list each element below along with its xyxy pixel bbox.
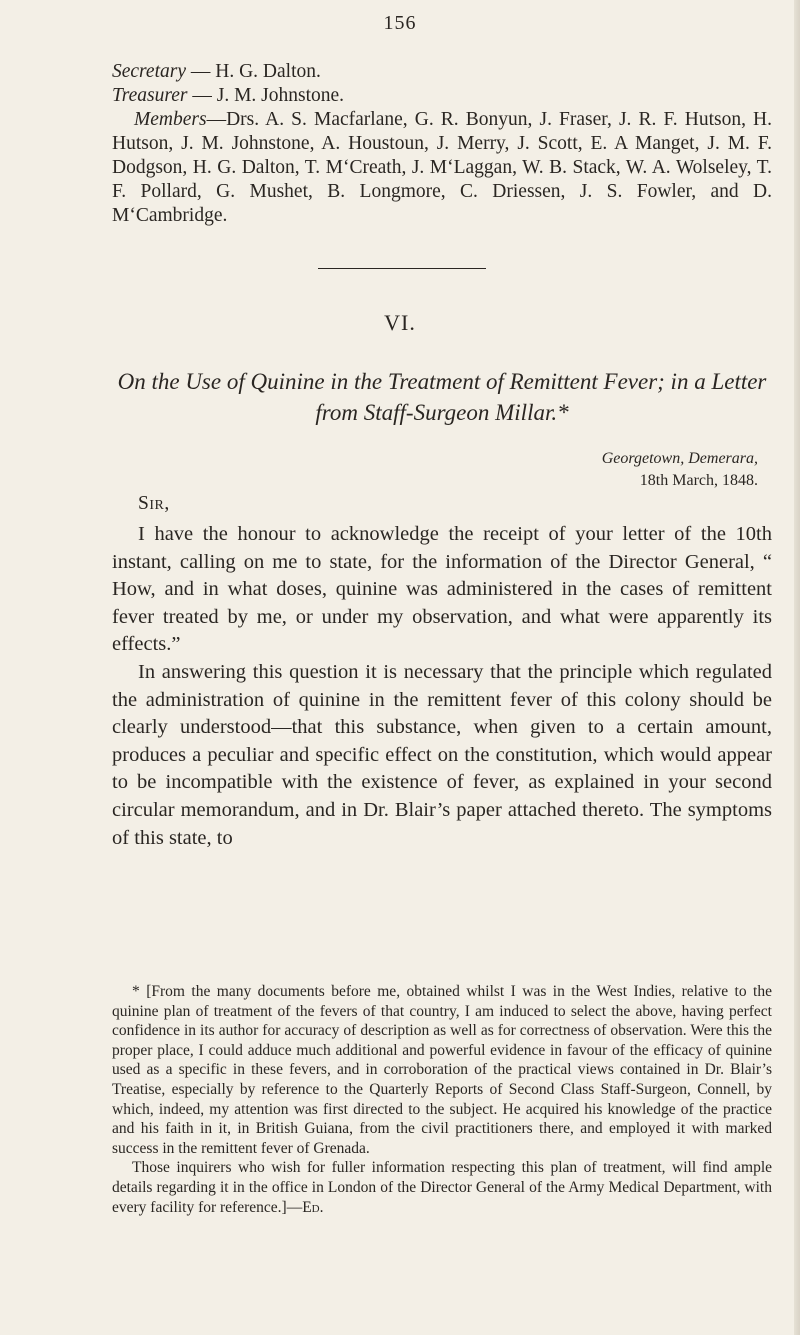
members-label: Members [134, 109, 207, 130]
secretary-name: — H. G. Dalton. [186, 61, 321, 82]
page-number: 156 [383, 12, 417, 34]
article-title: On the Use of Quinine in the Treatment of Remittent Fever; in a Letter from Staff-Surgeon Millar.* [117, 369, 767, 425]
section-divider [318, 268, 486, 269]
society-officers [112, 60, 772, 228]
treasurer-line [112, 84, 772, 108]
dateline-date: 18th March, 1848. [639, 472, 758, 489]
salutation: Sir, [138, 493, 170, 514]
editor-signoff: —Ed. [286, 1198, 324, 1216]
editor-footnote [112, 982, 772, 1217]
dateline [602, 448, 758, 492]
treasurer-label: Treasurer [112, 85, 188, 106]
members-names: —Drs. A. S. Macfarlane, G. R. Bonyun, J. Fraser, J. R. F. Hutson, H. Hutson, J. M. Johnstone, A. Houstoun, J. Merry, J. Scott, E. A Manget, J. M. F. Dodgson, H. G. Dalton, T. M‘Creath, J. M‘Laggan, W. B. Stack, W. A. Wolseley, T. F. Pollard, G. Mushet, B. Longmore, C. Driessen, J. S. Fowler, and D. M‘Cambridge. [112, 109, 772, 226]
page-edge [794, 0, 800, 1335]
letter-paragraph: I have the honour to acknowledge the receipt of your letter of the 10th instant, calling on me to state, for the information of the Director General, “ How, and in what doses, quinine was administered in the cases of remittent fever treated by me, or under my observation, and what were apparently its effects.” [112, 523, 772, 656]
footnote-paragraph: * [From the many documents before me, obtained whilst I was in the West Indies, relative to the quinine plan of treatment of the fevers of that country, I am induced to select the above, having perfect confidence in its author for accuracy of description as well as for correctness of observation. Were this the proper place, I could adduce much additional and powerful evidence in favour of the efficacy of quinine used as a specific in these fevers, and in corroboration of the practical views contained in Dr. Blair’s Treatise, especially by reference to the Quarterly Reports of Second Class Staff-Surgeon, Connell, by which, indeed, my attention was first directed to the subject. He acquired his knowledge of the practice and his faith in it, in British Guiana, from the civil practitioners there, and employed it with marked success in the remittent fever of Grenada. [112, 983, 772, 1157]
letter-body [112, 521, 772, 852]
dateline-place: Georgetown, Demerara, [601, 450, 758, 467]
letter-paragraph: In answering this question it is necessary that the principle which regulated the administration of quinine in the remittent fever of this colony should be clearly understood—that this substance, when given to a certain amount, produces a peculiar and specific effect on the constitution, which would appear to be incompatible with the existence of fever, as explained in your second circular memorandum, and in Dr. Blair’s paper attached thereto. The symptoms of this state, to [112, 660, 772, 849]
footnote-paragraph [112, 1158, 772, 1217]
secretary-line [112, 60, 772, 84]
section-number: VI. [384, 310, 416, 335]
treasurer-name: — J. M. Johnstone. [187, 85, 345, 106]
secretary-label: Secretary [112, 61, 186, 82]
footnote-text: Those inquirers who wish for fuller information respecting this plan of treatment, will find ample details regarding it in the office in London of the Director General of the Army Medical Department, with every facility for reference.] [112, 1159, 772, 1216]
members-line [112, 108, 772, 228]
